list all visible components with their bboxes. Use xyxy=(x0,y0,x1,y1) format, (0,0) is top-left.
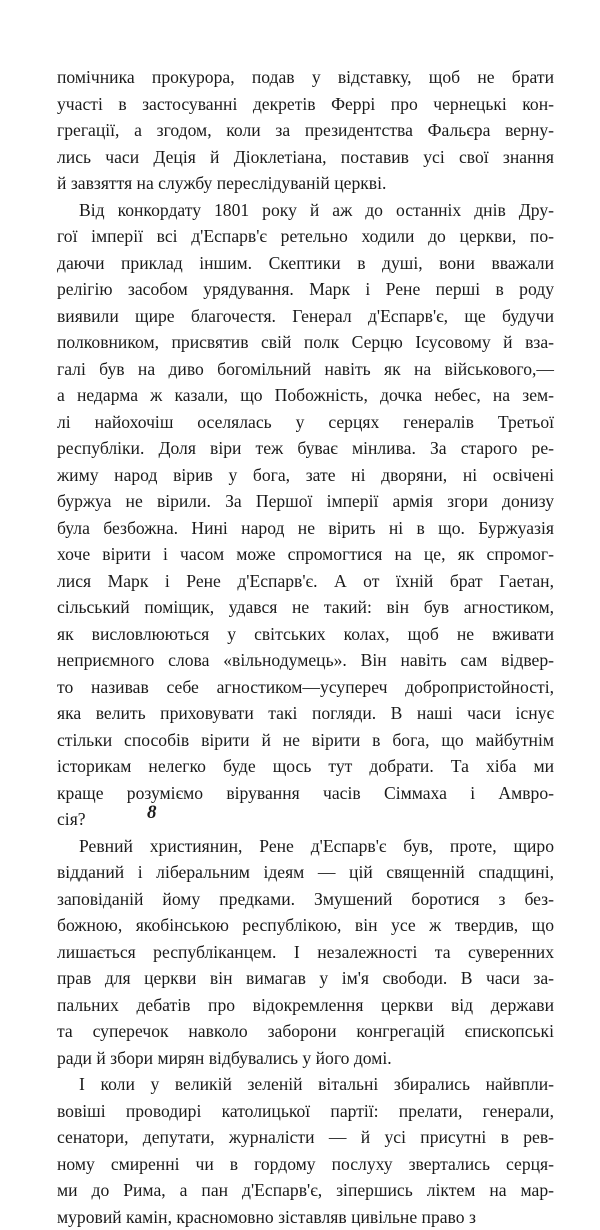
body-text xyxy=(57,64,554,1230)
text-line: була безбожна. Нині народ не вірить ні в що. Буржуазія xyxy=(57,515,554,542)
text-line: даючи приклад іншим. Скептики в душі, вони вважали xyxy=(57,250,554,277)
text-line: пальних дебатів про відокремлення церкви від держави xyxy=(57,992,554,1019)
text-line: галі був на диво богомільний навіть як на військового,— xyxy=(57,356,554,383)
text-line: божною, якобінською республікою, він усе ж твердив, що xyxy=(57,912,554,939)
text-line: помічника прокурора, подав у відставку, щоб не брати xyxy=(57,64,554,91)
text-line: участі в застосуванні декретів Феррі про чернецькі кон- xyxy=(57,91,554,118)
text-line: І коли у великій зеленій вітальні збирались найвпли- xyxy=(57,1071,554,1098)
text-line: лись часи Деція й Діоклетіана, поставив усі свої знання xyxy=(57,144,554,171)
text-line: лишається республіканцем. І незалежності та суверенних xyxy=(57,939,554,966)
text-line: відданий і ліберальним ідеям — цій священній спадщині, xyxy=(57,859,554,886)
text-line: прав для церкви він вимагав у ім'я свободи. В часи за- xyxy=(57,965,554,992)
text-line: вовіші проводирі католицької партії: прелати, генерали, xyxy=(57,1098,554,1125)
text-line: сенатори, депутати, журналісти — й усі присутні в рев- xyxy=(57,1124,554,1151)
text-line: то називав себе агностиком—усупереч добропристойності, xyxy=(57,674,554,701)
text-line: стільки способів вірити й не вірити в бога, що майбутнім xyxy=(57,727,554,754)
text-line: Ревний християнин, Рене д'Еспарв'є був, проте, щиро xyxy=(57,833,554,860)
text-line: релігію засобом урядування. Марк і Рене перші в роду xyxy=(57,276,554,303)
text-line: грегації, а згодом, коли за президентства Фальєра верну- xyxy=(57,117,554,144)
text-line: муровий камін, красномовно зіставляв цивільне право з xyxy=(57,1204,554,1230)
text-line: буржуа не вірили. За Першої імперії армія згори донизу xyxy=(57,488,554,515)
text-line: республіки. Доля віри теж буває мінлива. За старого ре- xyxy=(57,435,554,462)
page-number: 8 xyxy=(147,800,157,827)
text-line: а недарма ж казали, що Побожність, дочка небес, на зем- xyxy=(57,382,554,409)
text-line: гої імперії всі д'Еспарв'є ретельно ходили до церкви, по- xyxy=(57,223,554,250)
text-line: сільський поміщик, удався не такий: він був агностиком, xyxy=(57,594,554,621)
paragraph xyxy=(57,833,554,1072)
text-line: як висловлюються у світських колах, щоб не вживати xyxy=(57,621,554,648)
text-line: неприємного слова «вільнодумець». Він навіть сам відвер- xyxy=(57,647,554,674)
paragraph xyxy=(57,1071,554,1230)
text-line: ради й збори мирян відбувались у його домі. xyxy=(57,1045,554,1072)
text-line: жиму народ вірив у бога, зате ні дворяни, ні освічені xyxy=(57,462,554,489)
text-line: ми до Рима, а пан д'Еспарв'є, зіпершись ліктем на мар- xyxy=(57,1177,554,1204)
text-line: лися Марк і Рене д'Еспарв'є. А от їхній брат Гаетан, xyxy=(57,568,554,595)
text-line: заповіданій йому предками. Змушений боротися з без- xyxy=(57,886,554,913)
paragraph xyxy=(57,64,554,197)
text-line: сія? xyxy=(57,806,554,833)
text-line: ному смиренні чи в гордому послуху звертались серця- xyxy=(57,1151,554,1178)
text-line: полковником, присвятив свій полк Серцю Ісусовому й взa- xyxy=(57,329,554,356)
text-line: та суперечок навколо заборони конгрегацій єпископські xyxy=(57,1018,554,1045)
text-line: виявили щире благочестя. Генерал д'Еспарв'є, ще будучи xyxy=(57,303,554,330)
paragraph xyxy=(57,197,554,833)
text-line: історикам нелегко буде щось тут добрати. Та хіба ми xyxy=(57,753,554,780)
text-line: Від конкордату 1801 року й аж до останніх днів Дру- xyxy=(57,197,554,224)
text-line: лі найохочіш оселялась у серцях генералів Третьої xyxy=(57,409,554,436)
text-line: краще розуміємо вірування часів Сіммаха і Амвро- xyxy=(57,780,554,807)
text-line: й завзяття на службу переслідуваній церкві. xyxy=(57,170,554,197)
text-line: хоче вірити і часом може спромогтися на це, як спромог- xyxy=(57,541,554,568)
text-line: яка велить приховувати такі погляди. В наші часи існує xyxy=(57,700,554,727)
